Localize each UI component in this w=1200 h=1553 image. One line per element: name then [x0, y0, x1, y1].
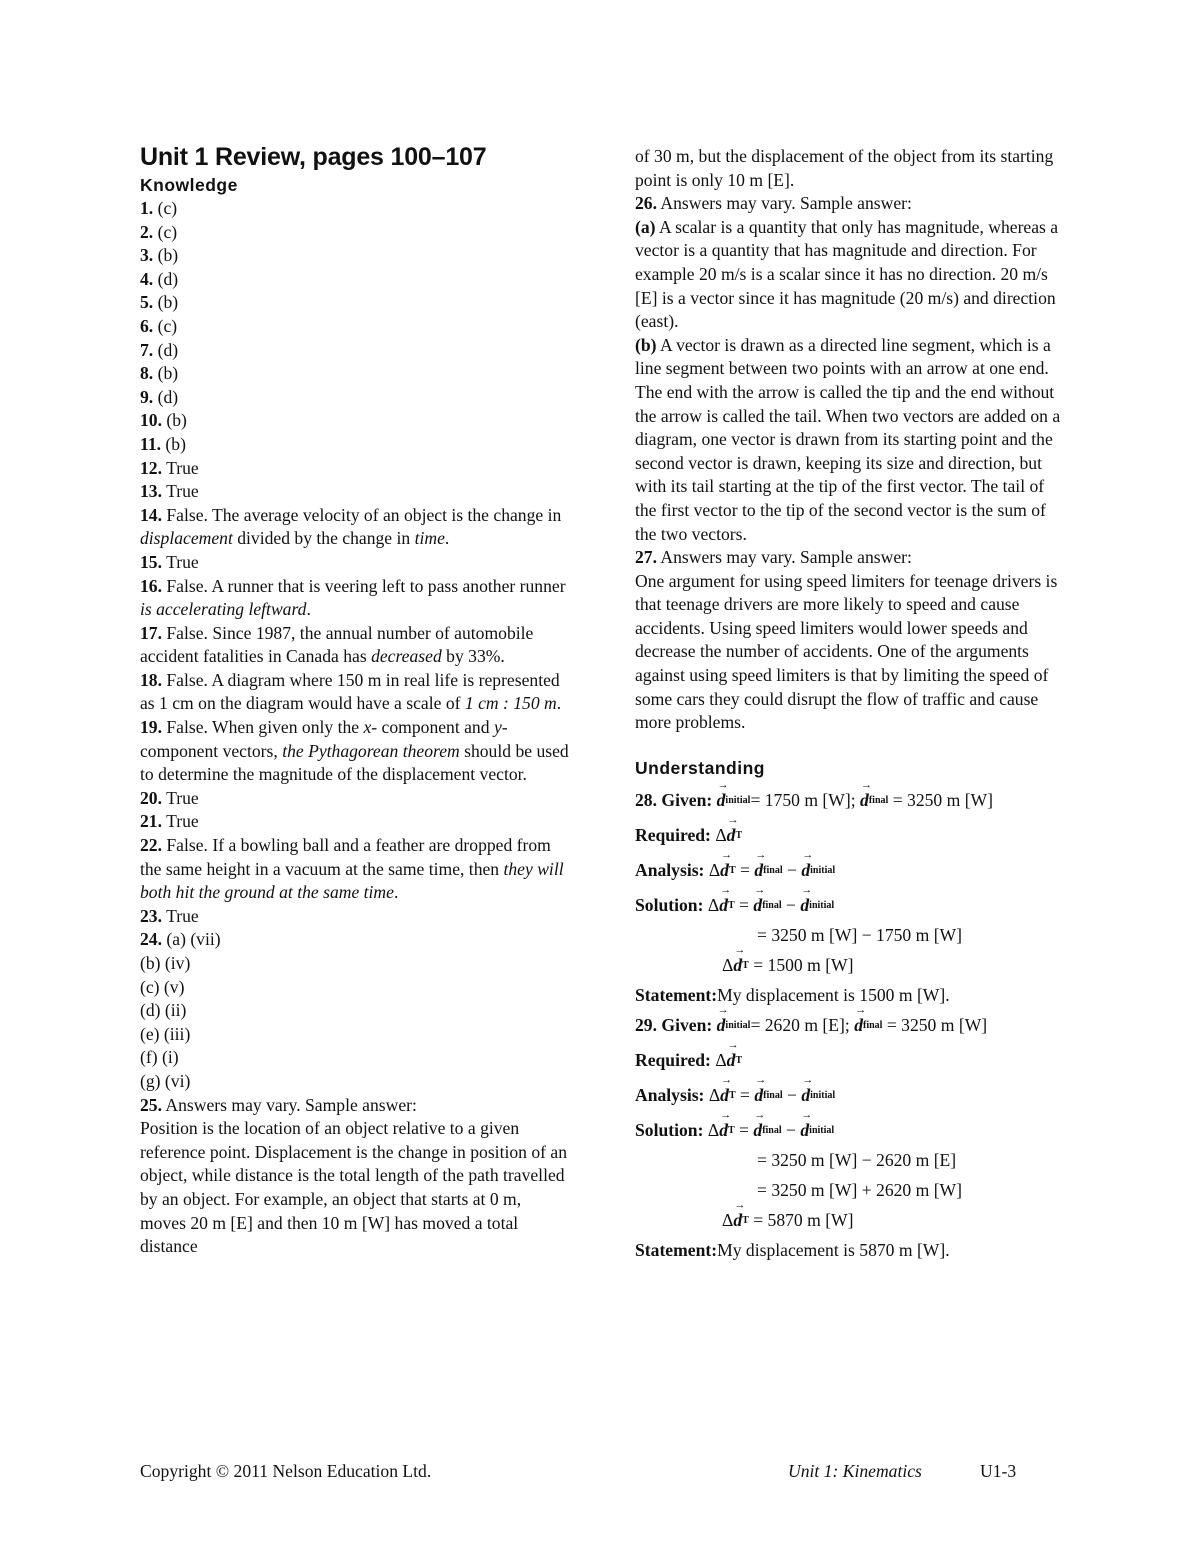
- q28-analysis: Analysis: Δ → d T = → d final − → d initial: [635, 849, 836, 881]
- answer-8: [140, 362, 570, 386]
- q29-statement: Statement: My displacement is 5870 m [W].: [635, 1240, 950, 1261]
- answer-24-e: (e) (iii): [140, 1023, 191, 1044]
- answer-text: (c): [153, 221, 178, 242]
- page-number: U1-3: [980, 1461, 1017, 1481]
- left-column: [140, 141, 570, 1259]
- q28-statement: Statement: My displacement is 1500 m [W].: [635, 985, 950, 1006]
- q29-given: 29. Given: → d initial = 2620 m [E]; → d final = 3250 m [W]: [635, 1004, 988, 1036]
- answer-text: (c): [153, 315, 178, 336]
- answer-19: 19. False. When given only the x- component and y-component vectors, the Pythagorean theorem should be used to determine the magnitude of the displacement vector.: [140, 717, 569, 785]
- answer-number: 6.: [140, 315, 154, 336]
- question-28: [635, 779, 1067, 1008]
- understanding-heading: Understanding: [635, 757, 765, 778]
- answer-1: [140, 197, 570, 221]
- answer-text: (b): [153, 363, 179, 384]
- q28-required: Required: Δ → d T: [635, 813, 1067, 848]
- answer-text: (d): [153, 339, 179, 360]
- answer-2: [140, 221, 570, 245]
- answer-text: (b): [162, 410, 187, 431]
- answer-24-g: (g) (vi): [140, 1070, 191, 1091]
- answer-number: 13.: [140, 481, 162, 502]
- answer-9: [140, 386, 570, 410]
- answer-24-b: (b) (iv): [140, 953, 191, 973]
- q28-solution-line3: Δ → d T = 1500 m [W]: [722, 944, 854, 976]
- answer-text: True: [162, 481, 199, 502]
- answer-number: 10.: [140, 410, 162, 431]
- question-29: [635, 1004, 1067, 1263]
- answer-24-d: (d) (ii): [140, 1000, 187, 1021]
- q29-analysis: Analysis: Δ → d T = → d final − → d initial: [635, 1074, 836, 1106]
- d-vector: → d: [860, 779, 873, 811]
- answer-7: [140, 339, 570, 363]
- copyright: Copyright © 2011 Nelson Education Ltd.: [140, 1461, 432, 1481]
- answer-23: 23. True: [140, 905, 199, 926]
- knowledge-heading: Knowledge: [140, 175, 238, 195]
- answer-text: (b): [153, 245, 179, 266]
- answer-number: 11.: [140, 433, 162, 454]
- q29-solution-line2: = 3250 m [W] − 2620 m [E]: [757, 1150, 957, 1171]
- answer-text: True: [162, 457, 199, 478]
- answer-20: 20. True: [140, 787, 199, 808]
- q29-solution-line3: = 3250 m [W] + 2620 m [W]: [757, 1180, 963, 1201]
- answer-10: [140, 409, 570, 433]
- answer-number: 8.: [140, 363, 154, 384]
- answer-3: [140, 244, 570, 268]
- q29-solution: Solution: Δ → d T = → d final − → d initial: [635, 1109, 835, 1141]
- answer-21: 21. True: [140, 811, 199, 832]
- answer-27: 27. Answers may vary. Sample answer:: [635, 547, 912, 568]
- answer-number: 1.: [140, 198, 154, 218]
- answer-number: 12.: [140, 457, 162, 478]
- answer-27-body: One argument for using speed limiters for teenage drivers is that teenage drivers are more likely to speed and cause accidents. Using speed limiters would lower speeds and decrease the number of accidents. One of the arguments against using speed limiters is that by limiting the speed of some cars they could disrupt the flow of traffic and cause more problems.: [635, 570, 1058, 733]
- answer-number: 9.: [140, 386, 154, 407]
- answer-11: [140, 433, 570, 457]
- unit-name: Unit 1: Kinematics: [788, 1461, 922, 1481]
- answer-number: 4.: [140, 268, 154, 289]
- answer-number: 5.: [140, 292, 154, 313]
- answer-25: 25. Answers may vary. Sample answer:: [140, 1094, 417, 1115]
- answer-text: (d): [153, 386, 179, 407]
- answer-12: [140, 457, 570, 481]
- q29-solution-line4: Δ → d T = 5870 m [W]: [722, 1199, 854, 1231]
- answer-26-b: (b) A vector is drawn as a directed line segment, which is a line segment between two points with an arrow at one end. The end with the arrow is called the tip and the end without the arrow is called the tail. When two vectors are added on a diagram, one vector is drawn from its starting point and the second vector is drawn, keeping its size and direction, but with its tail starting at the tip of the first vector. The tail of the first vector to the tip of the second vector is the sum of the two vectors.: [635, 334, 1061, 544]
- q28-given: 28. Given: → d initial = 1750 m [W]; → d final = 3250 m [W]: [635, 783, 1067, 813]
- answer-number: 2.: [140, 221, 154, 242]
- d-vector: → d: [726, 814, 739, 846]
- answer-16: 16. False. A runner that is veering left to pass another runner is accelerating leftward.: [140, 575, 566, 620]
- page-title: Unit 1 Review, pages 100–107: [140, 143, 487, 171]
- answer-17: 17. False. Since 1987, the annual number of automobile accident fatalities in Canada has decreased by 33%.: [140, 622, 534, 667]
- answer-4: [140, 268, 570, 292]
- answer-13: [140, 480, 570, 504]
- d-vector: → d: [716, 779, 729, 811]
- q28-solution: Solution: Δ → d T = → d final − → d initial: [635, 884, 835, 916]
- answer-26: 26. Answers may vary. Sample answer:: [635, 193, 912, 214]
- answer-15: 15. True: [140, 551, 199, 572]
- answer-number: 3.: [140, 245, 154, 266]
- answer-list: [140, 197, 570, 504]
- answer-14: 14. False. The average velocity of an object is the change in displacement divided by the change in time.: [140, 504, 562, 549]
- q29-required: Required: Δ → d T: [635, 1039, 743, 1071]
- answer-number: 7.: [140, 339, 154, 360]
- answer-18: 18. False. A diagram where 150 m in real life is represented as 1 cm on the diagram would have a scale of 1 cm : 150 m.: [140, 669, 562, 714]
- answer-text: (b): [161, 433, 186, 454]
- answer-25-body: Position is the location of an object relative to a given reference point. Displacement is the change in position of an object, while distance is the total length of the path travelled by an object. For example, an object that starts at 0 m, moves 20 m [E] and then 10 m [W] has moved a total distance: [140, 1118, 567, 1257]
- answer-24-c: (c) (v): [140, 976, 185, 997]
- right-column: [635, 145, 1067, 1263]
- answer-text: (c): [153, 198, 178, 218]
- q28-solution-line2: = 3250 m [W] − 1750 m [W]: [757, 925, 963, 946]
- answer-6: [140, 315, 570, 339]
- answer-24-f: (f) (i): [140, 1047, 179, 1068]
- answer-25-continued: of 30 m, but the displacement of the object from its starting point is only 10 m [E].: [635, 146, 1054, 190]
- answer-text: (b): [153, 292, 179, 313]
- answer-22: 22. False. If a bowling ball and a feather are dropped from the same height in a vacuum at the same time, then they will both hit the ground at the same time.: [140, 835, 564, 903]
- answer-5: [140, 291, 570, 315]
- answer-24: 24. (a) (vii): [140, 929, 221, 950]
- answer-text: (d): [153, 268, 179, 289]
- answer-26-a: (a) A scalar is a quantity that only has magnitude, whereas a vector is a quantity that has magnitude and direction. For example 20 m/s is a scalar since it has no direction. 20 m/s [E] is a vector since it has magnitude (20 m/s) and direction (east).: [635, 216, 1059, 332]
